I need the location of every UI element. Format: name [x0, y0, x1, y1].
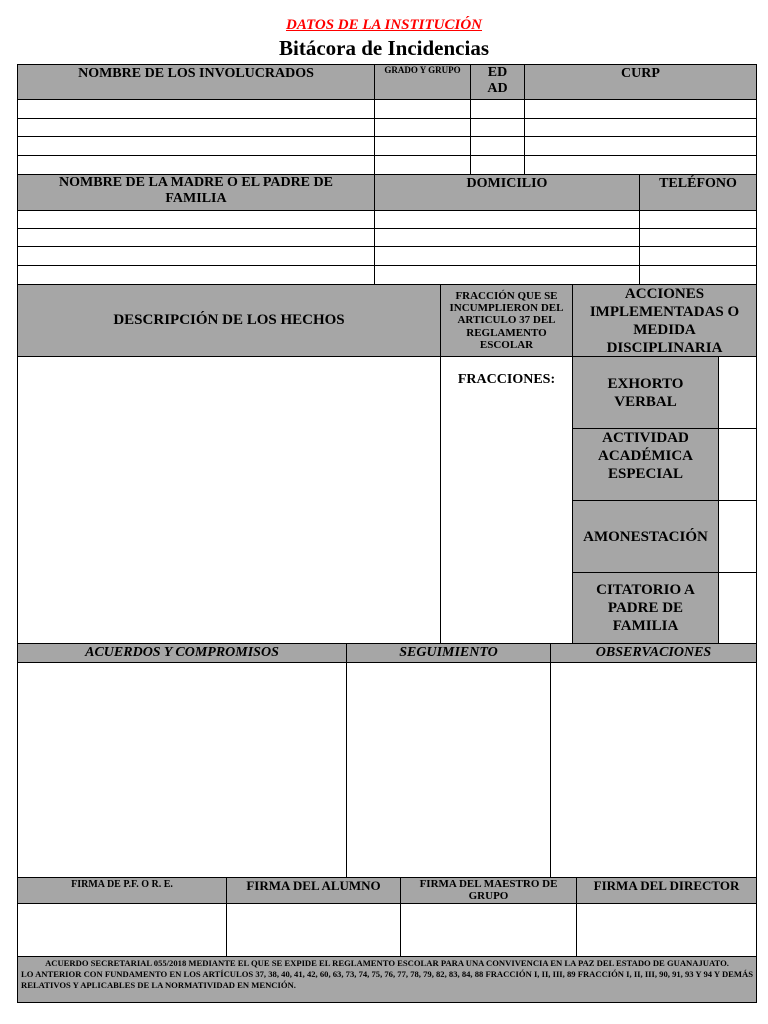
legal-footer-line1: ACUERDO SECRETARIAL 055/2018 MEDIANTE EL QUE SE EXPIDE EL REGLAMENTO ESCOLAR PARA UNA CONVIVENCIA EN LA PAZ DEL ESTADO DE GUANAJUATO.: [45, 958, 729, 968]
description-area[interactable]: [18, 357, 440, 643]
signature-student-header: FIRMA DEL ALUMNO: [227, 878, 400, 903]
involved-name-header: NOMBRE DE LOS INVOLUCRADOS: [18, 65, 374, 99]
involved-age-header: EDAD: [471, 65, 524, 99]
signature-student-field[interactable]: [227, 904, 400, 956]
parent-address-header: DOMICILIO: [375, 175, 639, 210]
action-checkbox-citatorio[interactable]: [719, 573, 756, 643]
action-checkbox-amonestacion[interactable]: [719, 501, 756, 572]
signature-director-header: FIRMA DEL DIRECTOR: [577, 878, 756, 903]
observations-area[interactable]: [551, 663, 756, 877]
legal-footer: [17, 956, 757, 1003]
fraction-header: FRACCIÓN QUE SE INCUMPLIERON DEL ARTICULO 37 DEL REGLAMENTO ESCOLAR: [441, 285, 572, 356]
involved-grade-header: GRADO Y GRUPO: [375, 65, 470, 99]
fractions-label: FRACCIONES:: [457, 372, 556, 387]
legal-footer-line2: LO ANTERIOR CON FUNDAMENTO EN LOS ARTÍCULOS 37, 38, 40, 41, 42, 60, 63, 73, 74, 75, 76, 77, 78, 79, 82, 83, 84, 88 FRACCIÓN I, II, III, 89 FRACCIÓN I, II, III, 90, 91, 93 Y 94 Y DEMÁS RELATIVOS Y APLICABLES DE LA NORMATIVIDAD EN MENCIÓN.: [21, 969, 753, 991]
action-checkbox-actividad[interactable]: [719, 429, 756, 500]
action-citatorio: CITATORIO A PADRE DE FAMILIA: [573, 573, 718, 643]
involved-row[interactable]: [18, 100, 374, 118]
parent-phone-header: TELÉFONO: [640, 175, 756, 210]
institution-heading: DATOS DE LA INSTITUCIÓN: [285, 17, 483, 33]
actions-header: ACCIONES IMPLEMENTADAS O MEDIDA DISCIPLINARIA: [573, 285, 756, 356]
observations-header: OBSERVACIONES: [551, 644, 756, 662]
agreements-area[interactable]: [18, 663, 346, 877]
action-checkbox-exhorto[interactable]: [719, 357, 756, 428]
signature-parent-field[interactable]: [18, 904, 226, 956]
signature-teacher-field[interactable]: [401, 904, 576, 956]
parent-name-header: NOMBRE DE LA MADRE O EL PADRE DE FAMILIA: [18, 175, 374, 210]
involved-curp-header: CURP: [525, 65, 756, 99]
signature-director-field[interactable]: [577, 904, 756, 956]
description-header: DESCRIPCIÓN DE LOS HECHOS: [18, 285, 440, 356]
signature-parent-header: FIRMA DE P.F. O R. E.: [18, 878, 226, 903]
tracking-area[interactable]: [347, 663, 550, 877]
agreements-header: ACUERDOS Y COMPROMISOS: [18, 644, 346, 662]
involved-row[interactable]: [18, 137, 374, 155]
page-title: Bitácora de Incidencias: [279, 36, 489, 60]
tracking-header: SEGUIMIENTO: [347, 644, 550, 662]
fractions-area[interactable]: [441, 392, 572, 642]
action-exhorto-verbal: EXHORTO VERBAL: [573, 357, 718, 428]
involved-row[interactable]: [18, 119, 374, 136]
action-actividad-academica: ACTIVIDAD ACADÉMICA ESPECIAL: [573, 429, 718, 500]
action-amonestacion: AMONESTACIÓN: [573, 501, 718, 572]
involved-row[interactable]: [18, 156, 374, 174]
signature-teacher-header: FIRMA DEL MAESTRO DE GRUPO: [401, 878, 576, 903]
